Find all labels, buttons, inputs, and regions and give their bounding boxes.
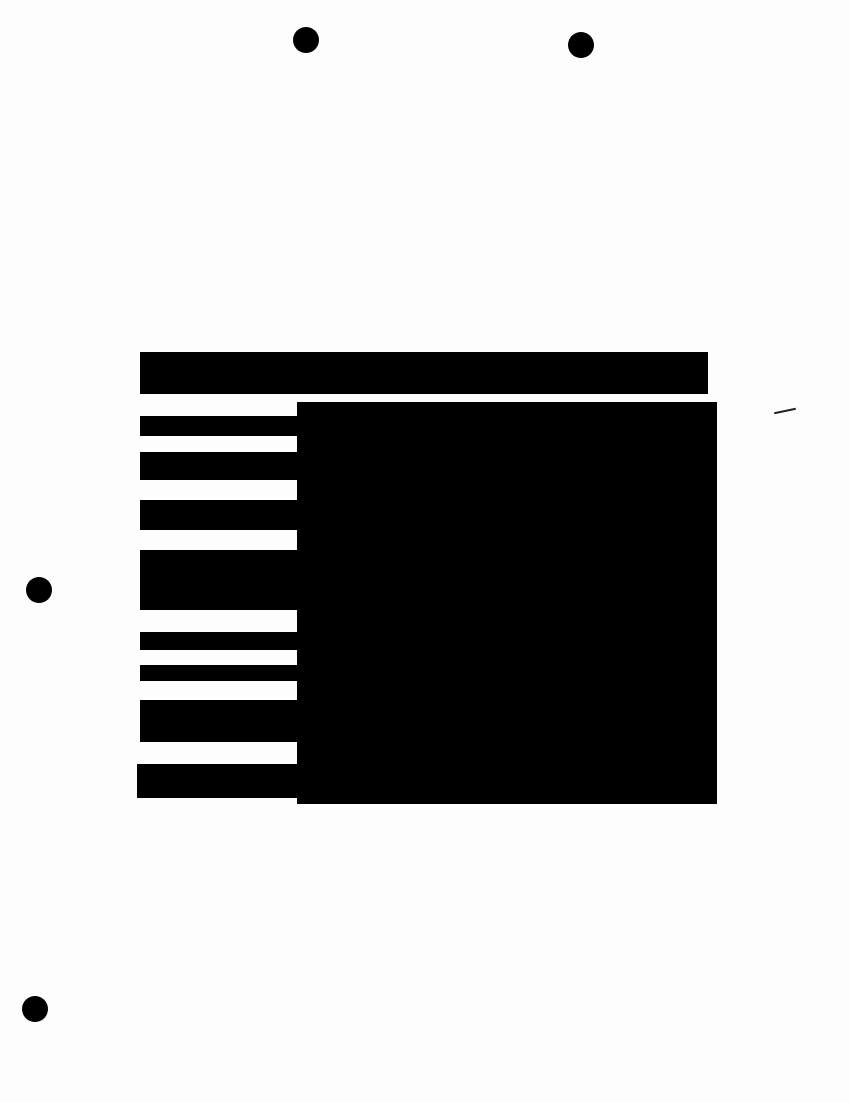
- redaction-block-f: [140, 632, 300, 650]
- redaction-block-i: [137, 764, 302, 798]
- redaction-block-a: [140, 352, 708, 394]
- redaction-block-e: [140, 550, 300, 610]
- redaction-block-main: [297, 402, 717, 804]
- paragraph-15-lead: [138, 801, 183, 845]
- redaction-block-c: [140, 452, 300, 480]
- punch-hole-left-middle: [26, 577, 52, 603]
- redaction-block-d: [140, 500, 300, 530]
- punch-hole-top-left: [293, 27, 319, 53]
- punch-hole-top-right: [568, 32, 594, 58]
- punch-hole-bottom-left: [22, 996, 48, 1022]
- tick-mark-right: [774, 408, 796, 415]
- redaction-block-g: [140, 665, 300, 681]
- redaction-block-b: [140, 416, 300, 436]
- redaction-block-h: [140, 700, 300, 742]
